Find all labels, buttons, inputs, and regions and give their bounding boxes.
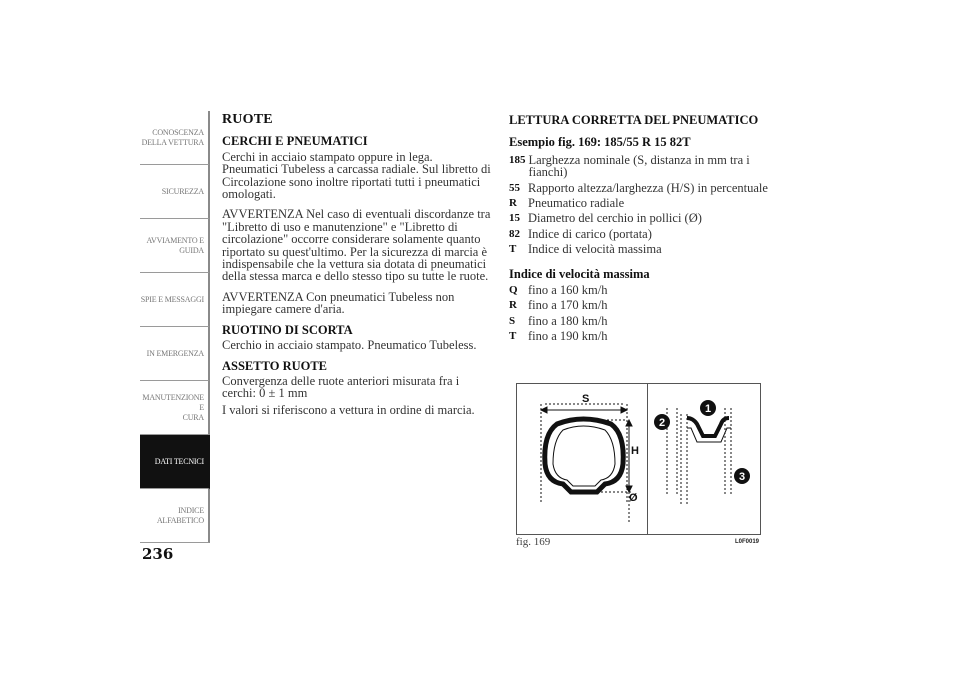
section-title: CERCHI E PNEUMATICI [222, 134, 368, 149]
tire-section-drawing [541, 404, 632, 524]
label-s: S [582, 393, 590, 405]
label-diameter: Ø [629, 492, 638, 504]
list-item [509, 154, 789, 179]
tab-label: INDICE [178, 505, 204, 515]
list-item [509, 228, 789, 240]
list-item [509, 299, 789, 311]
list-item [509, 243, 789, 255]
tire-figure [516, 383, 761, 535]
figure-divider [647, 384, 648, 534]
label-h: H [631, 445, 639, 457]
callout-1: 1 [704, 403, 712, 415]
list-item [509, 315, 789, 327]
tab-label: AVVIAMENTO E [146, 235, 204, 245]
chapter-sidebar [140, 111, 210, 543]
tab-label: SICUREZZA [161, 186, 204, 196]
item-value: Diametro del cerchio in pollici (Ø) [528, 211, 702, 226]
item-key: 82 [509, 227, 520, 240]
item-value: Indice di velocità massima [528, 242, 662, 257]
item-value: Indice di carico (portata) [528, 226, 652, 241]
tab-emergenza[interactable] [140, 327, 210, 381]
section-title: LETTURA CORRETTA DEL PNEUMATICO [509, 113, 759, 127]
tab-indice[interactable] [140, 489, 210, 543]
list-item [509, 197, 789, 209]
section-title: RUOTINO DI SCORTA [222, 322, 353, 337]
paragraph: Cerchi in acciaio stampato oppure in lega. Pneumatici Tubeless a carcassa radiale. Sul libretto di Circolazione sono inoltre riportati tutti i pneumatici omologati. [222, 149, 491, 202]
tab-label: DELLA VETTURA [141, 137, 204, 147]
item-key: R [509, 197, 517, 210]
item-value: fino a 190 km/h [528, 329, 608, 344]
item-value: fino a 160 km/h [528, 283, 608, 298]
tab-avviamento[interactable] [140, 219, 210, 273]
tab-manutenzione[interactable] [140, 381, 210, 435]
item-value: fino a 180 km/h [528, 313, 608, 328]
item-key: R [509, 299, 517, 312]
tab-sicurezza[interactable] [140, 165, 210, 219]
section-title: Indice di velocità massima [509, 266, 650, 281]
item-value: Pneumatico radiale [528, 196, 625, 211]
list-item [509, 330, 789, 342]
item-key: 55 [509, 181, 520, 194]
item-key: 15 [509, 212, 520, 225]
left-column [222, 114, 492, 424]
paragraph: AVVERTENZA Nel caso di eventuali discordanze tra "Libretto di uso e manutenzione" e "Libretto di circolazione" occorre considerare solamente quanto riportato su quest'ultimo. Per la sicurezza di marcia è indispensabile che la vettura sia dotata di pneumatici della stessa marca e dello stesso tipo su tutte le ruote. [222, 207, 491, 284]
tire-diagram [517, 384, 760, 534]
tab-label: CURA [182, 412, 204, 422]
callout-3: 3 [738, 471, 746, 483]
list-item [509, 182, 789, 194]
paragraph: Convergenza delle ruote anteriori misurata fra i cerchi: 0 ± 1 mm [222, 373, 460, 401]
list-item [509, 212, 789, 224]
item-value: fino a 170 km/h [528, 298, 608, 313]
page-title: RUOTE [222, 112, 273, 127]
item-key: Q [509, 284, 518, 297]
tab-label: IN EMERGENZA [146, 348, 204, 358]
item-key: T [509, 330, 517, 343]
right-column [509, 114, 789, 346]
item-value: Larghezza nominale (S, distanza in mm tra i fianchi) [528, 152, 750, 180]
tab-spie[interactable] [140, 273, 210, 327]
item-key: S [509, 314, 516, 327]
tab-label: MANUTENZIONE E [142, 392, 204, 412]
rim-section-drawing [667, 408, 731, 504]
paragraph: I valori si riferiscono a vettura in ordine di marcia. [222, 402, 475, 417]
callout-2: 2 [658, 417, 666, 429]
figure-code: L0F0019 [735, 539, 760, 545]
tab-label: ALFABETICO [156, 515, 204, 525]
paragraph: AVVERTENZA Con pneumatici Tubeless non impiegare camere d'aria. [222, 289, 455, 317]
tab-label: DATI TECNICI [154, 456, 204, 466]
page-number: 236 [142, 545, 174, 563]
list-item [509, 284, 789, 296]
item-key: T [509, 243, 517, 256]
section-title: ASSETTO RUOTE [222, 358, 328, 373]
item-value: Rapporto altezza/larghezza (H/S) in percentuale [528, 180, 768, 195]
tab-dati-tecnici[interactable] [140, 435, 210, 489]
tab-conoscenza[interactable] [140, 111, 210, 165]
tab-label: CONOSCENZA [152, 127, 204, 137]
figure-caption: fig. 169 [516, 536, 551, 548]
tab-label: GUIDA [179, 245, 204, 255]
tab-label: SPIE E MESSAGGI [140, 294, 204, 304]
paragraph: Cerchio in acciaio stampato. Pneumatico Tubeless. [222, 338, 477, 353]
example-title: Esempio fig. 169: 185/55 R 15 82T [509, 135, 691, 150]
item-key: 185 [509, 153, 526, 166]
